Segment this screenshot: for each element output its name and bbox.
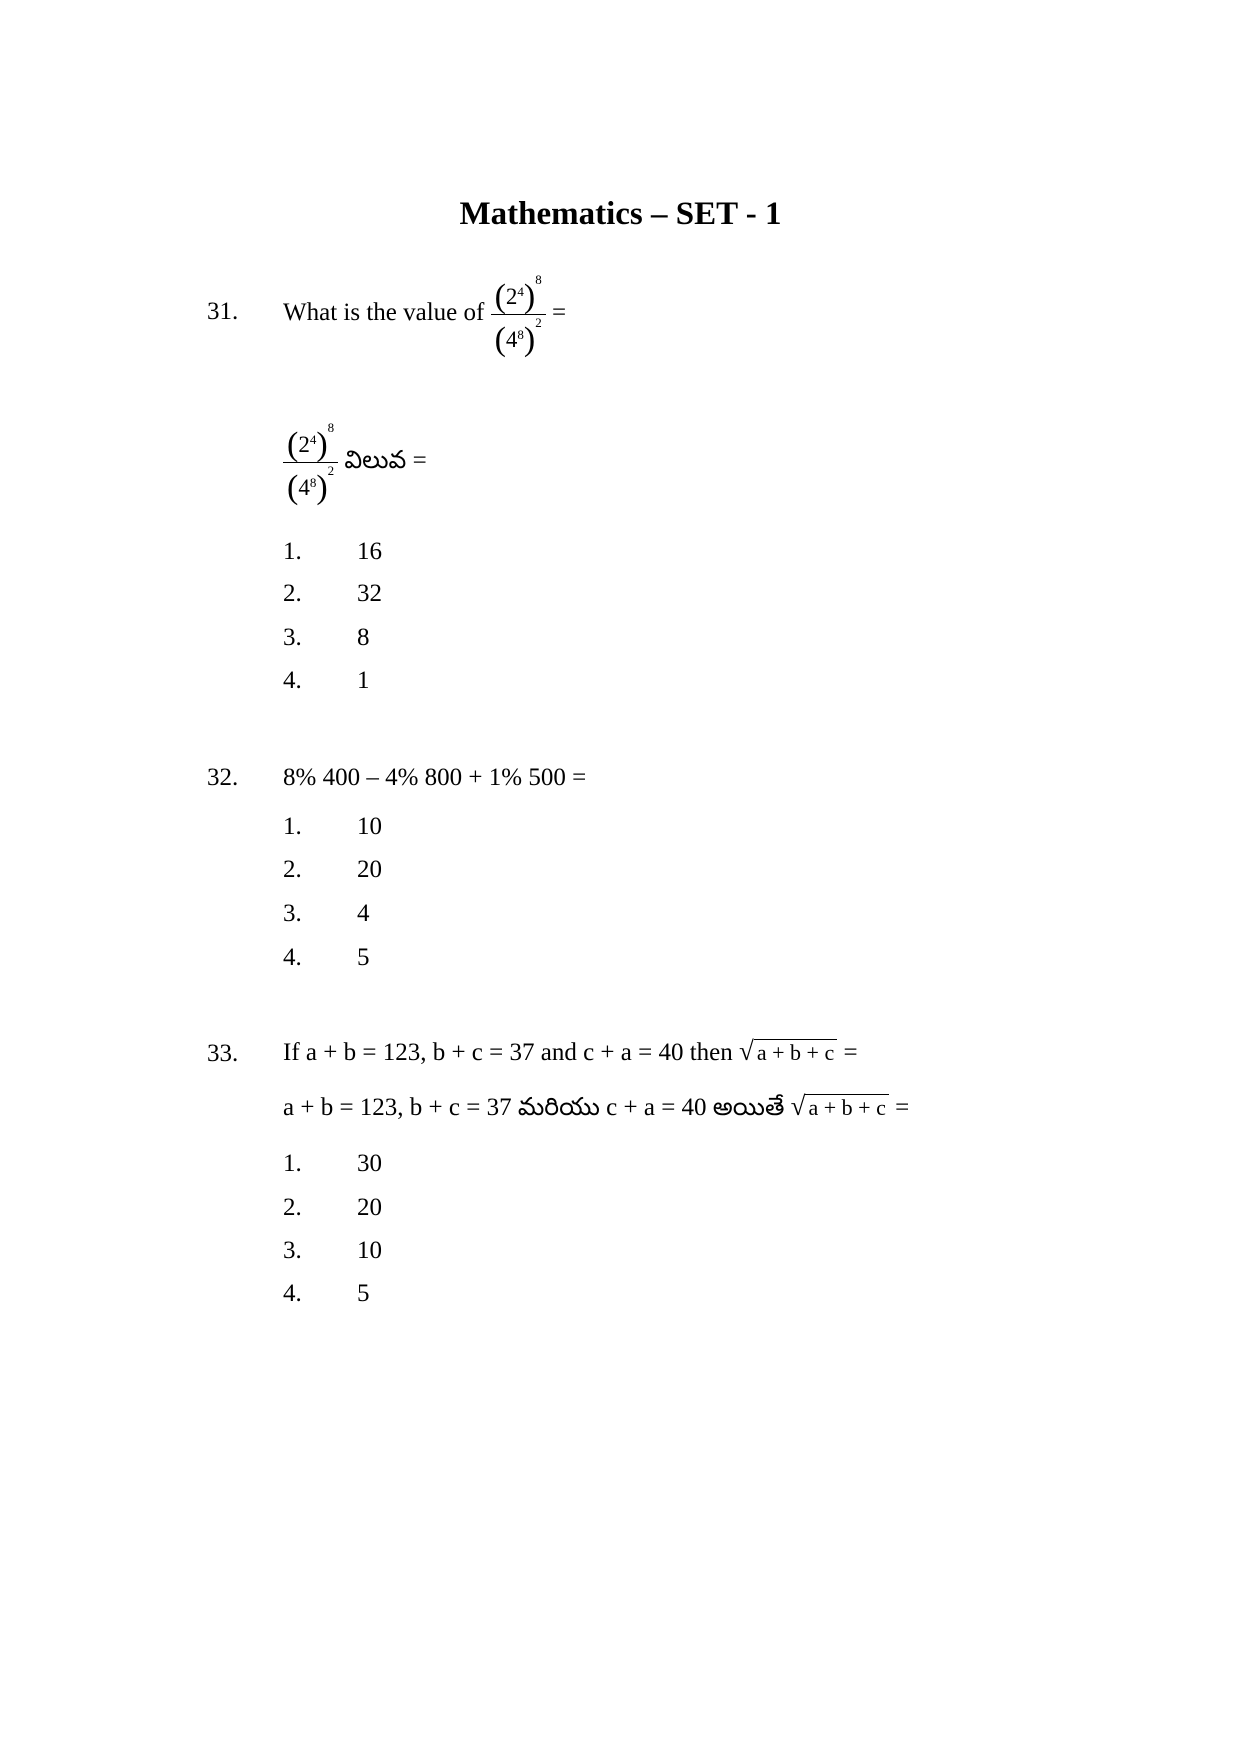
option: 1. 10 [283,813,382,840]
question-number: 32. [207,764,239,791]
question-text-telugu [283,420,427,505]
equals-sign: = [551,299,567,327]
option: 2. 20 [283,856,382,883]
option: 3. 4 [283,900,370,927]
question-text: If a + b = 123, b + c = 37 and c + a = 40 then √ a + b + c = [283,1036,858,1066]
question-prefix: What is the value of [283,299,485,327]
question-number: 33. [207,1040,239,1067]
square-root: √ a + b + c [739,1036,837,1067]
option: 1. 30 [283,1150,382,1177]
question-prefix: a + b = 123, b + c = 37 మరియు c + a = 40 అయితే [283,1094,785,1121]
option: 4. 5 [283,944,370,971]
fraction: $\frac{(2^4)^8}{(4^8)^2}$ [283,420,338,505]
telugu-word: విలువ [344,447,407,475]
option: 3. 8 [283,624,370,651]
option: 4. 1 [283,667,370,694]
fraction: $\frac{(2^4)^8}{(4^8)^2}$ [491,272,546,357]
square-root: √ a + b + c [791,1091,889,1122]
question-text [283,272,566,357]
option: 2. 32 [283,580,382,607]
equals-sign: = [412,447,427,475]
option: 2. 20 [283,1194,382,1221]
option: 1. 16 [283,538,382,565]
option: 4. 5 [283,1280,370,1307]
question-prefix: If a + b = 123, b + c = 37 and c + a = 40 then [283,1039,733,1066]
question-number: 31. [207,298,239,325]
question-text-telugu: a + b = 123, b + c = 37 మరియు c + a = 40 అయితే √ a + b + c = [283,1091,910,1121]
question-text: 8% 400 – 4% 800 + 1% 500 = [283,764,587,791]
page-title: Mathematics – SET - 1 [459,196,782,232]
option: 3. 10 [283,1237,382,1264]
